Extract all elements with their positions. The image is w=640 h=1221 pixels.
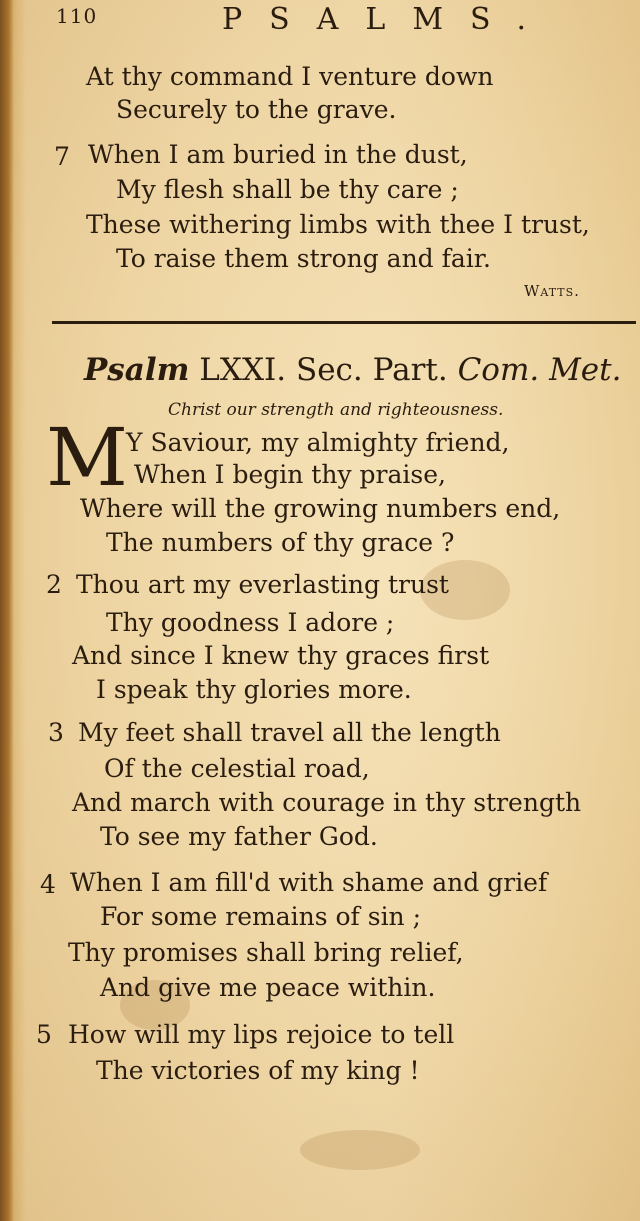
verse-line: Thy promises shall bring relief, — [68, 938, 464, 967]
stanza-number: 4 — [40, 870, 56, 899]
psalm-subtitle: Christ our strength and righteousness. — [168, 400, 504, 420]
verse-line: To raise them strong and fair. — [116, 244, 491, 273]
psalm-number: LXXI. Sec. Part. — [199, 352, 448, 388]
running-title: PSALMS. — [222, 2, 554, 37]
verse-line: At thy command I venture down — [86, 62, 494, 91]
verse-line: And march with courage in thy strength — [72, 788, 582, 817]
verse-line: Thou art my everlasting trust — [76, 570, 449, 599]
verse-line: When I begin thy praise, — [134, 460, 446, 489]
verse-line: And since I knew thy graces first — [72, 641, 490, 670]
verse-line: These withering limbs with thee I trust, — [86, 210, 590, 239]
verse-line: For some remains of sin ; — [100, 902, 422, 931]
author-attribution: Watts. — [524, 282, 580, 300]
page-number: 110 — [56, 4, 98, 28]
verse-line: Securely to the grave. — [116, 95, 397, 124]
drop-cap: M — [46, 411, 128, 504]
verse-line: How will my lips rejoice to tell — [68, 1020, 455, 1049]
verse-line: I speak thy glories more. — [96, 675, 412, 704]
psalm-heading — [84, 352, 621, 388]
verse-line: Of the celestial road, — [104, 754, 370, 783]
verse-line: Where will the growing numbers end, — [80, 494, 561, 523]
verse-line: My feet shall travel all the length — [78, 718, 501, 747]
stanza-number: 7 — [54, 142, 70, 171]
stanza-number: 5 — [36, 1020, 52, 1049]
psalm-meter: Com. Met. — [457, 352, 622, 388]
foxing-stain — [300, 1130, 420, 1170]
verse-line: The numbers of thy grace ? — [106, 528, 455, 557]
psalm-word: Psalm — [84, 352, 190, 388]
stanza-number: 3 — [48, 718, 64, 747]
verse-line: My flesh shall be thy care ; — [116, 175, 459, 204]
stanza-number: 2 — [46, 570, 62, 599]
verse-line: To see my father God. — [100, 822, 378, 851]
verse-line: Thy goodness I adore ; — [106, 608, 395, 637]
running-head — [0, 0, 640, 40]
verse-line: The victories of my king ! — [96, 1056, 420, 1085]
verse-line: And give me peace within. — [100, 973, 436, 1002]
section-rule — [52, 321, 636, 324]
verse-line: When I am fill'd with shame and grief — [70, 868, 548, 897]
page-spine-shadow — [0, 0, 14, 1221]
verse-line: Y Saviour, my almighty friend, — [126, 428, 510, 457]
verse-line: When I am buried in the dust, — [88, 140, 468, 169]
